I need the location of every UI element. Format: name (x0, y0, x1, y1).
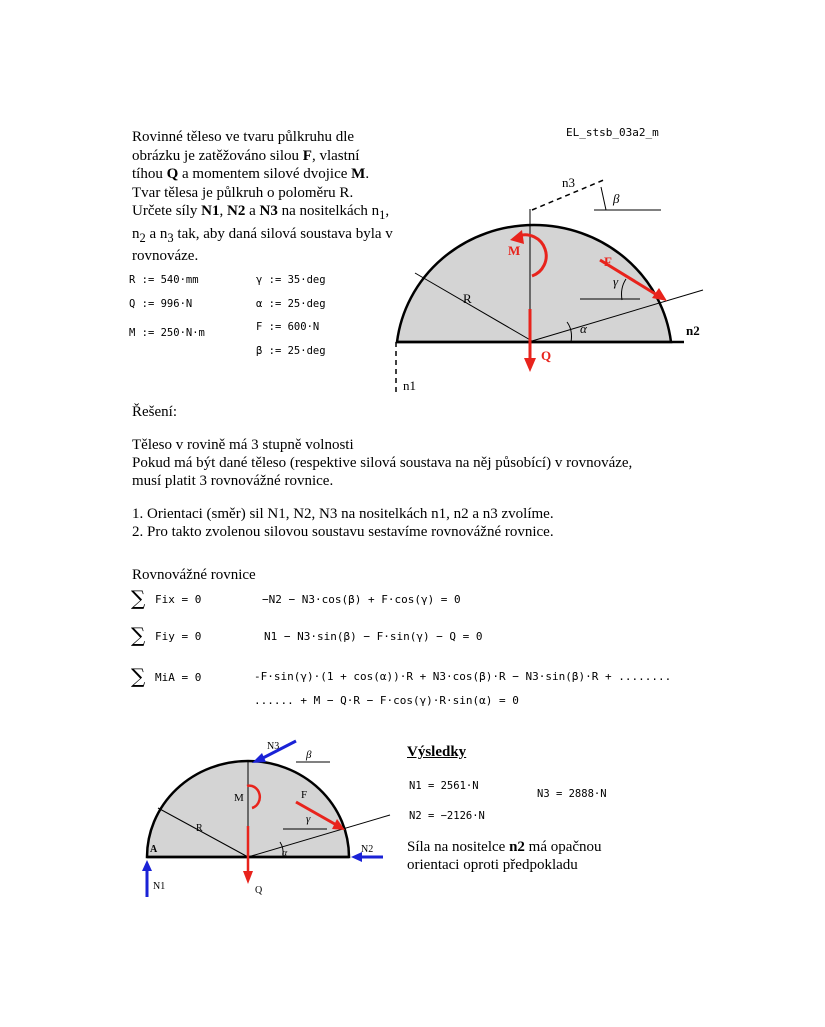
document-id: EL_stsb_03a2_m (566, 126, 659, 139)
intro-bold-M: M (351, 166, 366, 182)
result-N3: N3 = 2888·N (537, 788, 607, 800)
problem-statement (132, 128, 394, 266)
label-gamma: γ (613, 274, 619, 289)
solution-line-3: musí platit 3 rovnovážné rovnice. (132, 473, 334, 489)
intro-sub: 3 (167, 230, 174, 245)
solution-step-1: 1. Orientaci (směr) sil N1, N2, N3 na nositelkách n1, n2 a n3 zvolíme. (132, 506, 554, 522)
given-gamma: γ := 35·deg (256, 274, 326, 286)
label-M: M (234, 792, 244, 804)
label-beta: β (613, 191, 620, 206)
label-F: F (604, 254, 612, 269)
eq-fix-label: Fix = 0 (155, 593, 202, 606)
label-n2: n2 (686, 323, 700, 338)
intro-bold-N3: N3 (259, 203, 278, 219)
label-Q: Q (541, 348, 552, 363)
label-M: M (508, 243, 521, 258)
intro-text: tak, aby daná silová soustava byla v rovnováze. (132, 225, 393, 264)
given-Q: Q := 996·N (129, 298, 193, 310)
intro-sub: 2 (139, 230, 146, 245)
intro-text: a (245, 203, 260, 219)
result-note-line-1 (407, 838, 602, 856)
intro-text: , n (132, 203, 390, 242)
label-n3: n3 (562, 175, 575, 190)
label-n1: n1 (403, 378, 416, 393)
intro-bold-N2: N2 (226, 203, 246, 219)
label-N3: N3 (267, 741, 280, 752)
solution-heading: Řešení: (132, 404, 177, 420)
semicircle-body (397, 225, 671, 342)
intro-text: a momentem silové dvojice (178, 166, 352, 182)
arrowhead (142, 860, 152, 871)
arrowhead (252, 753, 266, 763)
sigma-sum: ∑ (131, 586, 146, 610)
arrowhead (243, 871, 253, 884)
label-alpha: α (580, 321, 587, 336)
eq-fiy-label: Fiy = 0 (155, 630, 202, 643)
equations-heading: Rovnovážné rovnice (132, 567, 256, 583)
label-gamma: γ (306, 813, 311, 825)
given-R: R := 540·mm (129, 274, 199, 286)
intro-bold-Q: Q (166, 166, 179, 182)
given-M: M := 250·N·m (129, 327, 205, 339)
eq-fix: −N2 − N3·cos(β) + F·cos(γ) = 0 (262, 593, 461, 606)
label-R: R (463, 291, 472, 306)
label-N2: N2 (361, 844, 374, 855)
eq-mia-line-1: -F·sin(γ)·(1 + cos(α))·R + N3·cos(β)·R − N3·sin(β)·R + ........ (254, 670, 672, 683)
intro-text: , vlastní tíhou (132, 147, 360, 182)
result-N1: N1 = 2561·N (409, 780, 479, 792)
label-Q: Q (255, 885, 263, 896)
label-A: A (150, 844, 158, 855)
given-beta: β := 25·deg (256, 345, 326, 357)
solution-line-2: Pokud má být dané těleso (respektive silová soustava na něj působící) v rovnováze, (132, 455, 633, 471)
intro-text: , (219, 203, 227, 219)
label-beta: β (306, 749, 312, 761)
note-bold-n2: n2 (509, 839, 525, 855)
results-heading: Výsledky (407, 744, 467, 760)
intro-bold-F: F (302, 147, 312, 164)
intro-text: na nositelkách n (277, 203, 380, 219)
eq-fiy: N1 − N3·sin(β) − F·sin(γ) − Q = 0 (264, 630, 483, 643)
intro-text: . Tvar tělesa je půlkruh o poloměru R. Určete síly (132, 166, 370, 219)
intro-bold-N1: N1 (201, 203, 220, 219)
given-alpha: α := 25·deg (256, 298, 326, 310)
intro-text: a n (145, 225, 168, 242)
label-R: R (196, 823, 203, 834)
beta-arc (601, 187, 606, 210)
given-F: F := 600·N (256, 321, 320, 333)
sigma-sum: ∑ (131, 664, 146, 688)
sigma-sum: ∑ (131, 623, 146, 647)
note-text: má opačnou (524, 839, 602, 855)
label-N1: N1 (153, 881, 166, 892)
label-alpha: α (282, 848, 288, 859)
eq-mia-label: MiA = 0 (155, 671, 202, 684)
result-note-line-2: orientaci oproti předpokladu (407, 857, 578, 873)
arrowhead (524, 358, 536, 372)
intro-text: Rovinné těleso ve tvaru půlkruhu dle obrázku je zatěžováno silou (132, 129, 355, 164)
intro-sub: 1 (379, 208, 386, 222)
solution-step-2: 2. Pro takto zvolenou silovou soustavu sestavíme rovnovážné rovnice. (132, 524, 554, 540)
result-N2: N2 = −2126·N (409, 810, 485, 822)
eq-mia-line-2: ...... + M − Q·R − F·cos(γ)·R·sin(α) = 0 (254, 694, 519, 707)
diagram-problem (380, 170, 710, 395)
note-text: Síla na nositelce (407, 839, 510, 855)
diagram-solution (130, 735, 400, 905)
label-F: F (301, 789, 308, 801)
solution-line-1: Těleso v rovině má 3 stupně volnosti (132, 437, 354, 453)
